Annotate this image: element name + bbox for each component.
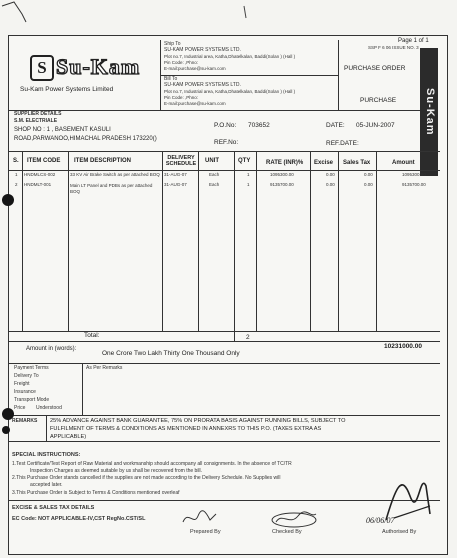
row1-qty: 1 [247, 172, 250, 177]
remarks-divider [46, 415, 47, 441]
insurance-label: Insurance [14, 389, 36, 395]
bill-to-pin: Pin Code: ,Phno: [164, 95, 199, 100]
bill-to-label: Bill To [164, 76, 178, 82]
date-label: DATE: [326, 122, 345, 129]
terms-divider [82, 363, 83, 415]
corner-mark [0, 0, 457, 40]
ship-to-name: SU-KAM POWER SYSTEMS LTD. [164, 47, 241, 53]
po-date: 05-JUN-2007 [356, 122, 395, 129]
payment-terms-label: Payment Terms [14, 365, 49, 371]
purchase-title: PURCHASE [360, 97, 397, 104]
company-logo [30, 55, 142, 81]
instruction-3: 3.This Purchase Order is Subject to Terms & Conditions mentioned overleaf [12, 490, 180, 496]
sign-date: 06/06/07 [366, 516, 395, 525]
po-number-label: P.O.No: [214, 122, 237, 129]
row2-item-code: HNDMLT-001 [24, 182, 52, 187]
prepared-by-label: Prepared By [190, 529, 221, 535]
punch-hole [2, 426, 10, 434]
po-number: 703652 [248, 122, 270, 129]
side-brand: Su-Kam [424, 88, 436, 136]
supplier-name: S.M. ELECTRIALE [14, 118, 58, 124]
price-label: Price [14, 405, 26, 411]
ec-code-label: EC Code: [12, 516, 37, 522]
freight-label: Freight [14, 381, 30, 387]
supplier-address-2: ROAD,PARWANOO,HIMACHAL PRADESH 173220() [14, 136, 157, 142]
row2-rate: 9135700.00 [270, 182, 294, 187]
remarks-line-3: APPLICABLE) [50, 434, 87, 440]
bill-to-name: SU-KAM POWER SYSTEMS LTD. [164, 82, 241, 88]
amount-words-label: Amount in (words): [26, 346, 77, 352]
row1-description: 33 KV Air Brake Switch as per attached BOQ [70, 172, 160, 177]
row2-qty: 1 [247, 182, 250, 187]
row1-sno: 1 [15, 172, 18, 177]
ship-to-pin: Pin Code: ,Phno: [164, 60, 199, 65]
ref-date-label: REF.DATE: [326, 140, 359, 147]
remarks-label: REMARKS [12, 418, 38, 424]
payment-terms-value: As Per Remarks [86, 365, 123, 371]
supplier-address: SHOP NO : 1 , BASEMENT KASULI [14, 127, 111, 133]
punch-hole [2, 194, 14, 206]
col-sno: S. [13, 158, 19, 164]
total-amount: 10231000.00 [384, 343, 422, 350]
col-description: ITEM DESCRIPTION [74, 158, 132, 164]
checked-by-label: Checked By [272, 529, 302, 535]
col-delivery-schedule: DELIVERY SCHEDULE [165, 155, 197, 167]
row1-amount: 1095300.00 [402, 172, 426, 177]
page-label: Page 1 of 1 [398, 38, 429, 44]
table-column-line [234, 151, 235, 341]
row2-sales-tax: 0.00 [364, 182, 373, 187]
col-rate: RATE (INR)% [266, 160, 304, 166]
section-divider [8, 441, 440, 442]
row1-sales-tax: 0.00 [364, 172, 373, 177]
table-column-line [310, 151, 311, 331]
col-amount: Amount [392, 160, 415, 166]
checked-signature [268, 508, 324, 530]
table-column-line [376, 151, 377, 331]
total-label: Total: [84, 332, 100, 339]
row2-sno: 2 [15, 182, 18, 187]
special-instructions-label: SPECIAL INSTRUCTIONS: [12, 452, 81, 458]
row1-excise: 0.00 [326, 172, 335, 177]
ref-no-label: REF.No: [214, 139, 239, 146]
row1-rate: 1095300.00 [270, 172, 294, 177]
table-column-line [338, 151, 339, 331]
table-border [8, 331, 440, 332]
table-border [8, 341, 440, 342]
row1-unit: Each [209, 172, 220, 177]
understood-label: Understood [36, 405, 62, 411]
total-qty: 2 [246, 334, 250, 341]
prepared-signature [180, 508, 220, 528]
tax-details-label: EXCISE & SALES TAX DETAILS [12, 505, 95, 511]
logo-wordmark: Su-Kam [56, 54, 141, 79]
table-column-line [68, 151, 69, 331]
bill-to-email: E-mail:purchase@su-kam.com [164, 101, 226, 106]
instruction-2: 2.This Purchase Order stands cancelled if the supplies are not made according to the Delivery Schedule. No Supplies will [12, 475, 281, 481]
ship-to-address: Plot no.7, Industrial area, Katha,Dhatelkalan, Baddi(Solan ) (Hall ) [164, 54, 296, 59]
section-divider [8, 415, 440, 416]
col-qty: QTY [238, 158, 251, 164]
doc-ref: SSP F 6 06 ISSUE NO. 3 [368, 45, 419, 50]
ship-to-label: Ship To [164, 41, 181, 47]
header-divider [338, 40, 339, 110]
row2-amount: 9135700.00 [402, 182, 426, 187]
table-column-line [22, 151, 23, 331]
bill-to-address: Plot no.7, Industrial area, Katha,Dhatelkalan, Baddi(Solan ) (Hall ) [164, 89, 296, 94]
header-divider [160, 75, 338, 76]
ec-code-value: NOT APPLICABLE-IV,CST RegNo.CST/SL [38, 516, 146, 522]
logo-mark: S [30, 55, 54, 81]
row2-excise: 0.00 [326, 182, 335, 187]
transport-mode-label: Transport Mode [14, 397, 50, 403]
row1-delivery: 31-AUG-07 [164, 172, 187, 177]
row1-item-code: HNDMLCS-002 [24, 172, 56, 177]
row2-delivery: 31-AUG-07 [164, 182, 187, 187]
delivery-to-label: Delivery To [14, 373, 39, 379]
remarks-line-1: 25% ADVANCE AGAINST BANK GUARANTEE, 75% ON PRORATA BASIS AGAINST RUNNING BILLS, SUBJECT TO [50, 418, 346, 424]
instruction-1b: Inspection Charges as deemed suitable by us shall be recovered from the bill. [30, 468, 203, 474]
punch-hole [2, 408, 14, 420]
row2-description: Main LT Panel and PDBs as per attached BOQ [70, 183, 153, 194]
instruction-1: 1.Test Certificate/Test Report of Raw Material and workmanship should accompany all consignments. In the absence of TC/TR [12, 461, 292, 467]
col-excise: Excise [314, 160, 334, 166]
amount-words: One Crore Two Lakh Thirty One Thousand Only [102, 350, 240, 357]
table-column-line [198, 151, 199, 331]
section-divider [8, 363, 440, 364]
table-column-line [256, 151, 257, 331]
header-divider [8, 110, 420, 111]
table-column-line [162, 151, 163, 331]
purchase-order-title: PURCHASE ORDER [344, 65, 406, 72]
section-divider [8, 500, 440, 501]
row2-unit: Each [209, 182, 220, 187]
instruction-2b: accepted later. [30, 482, 63, 488]
remarks-line-2: FULFILMENT OF TERMS & CONDITIONS AS MENTIONED IN ANNEXRS TO THIS P.O. (TAXES EXTRA AS [50, 426, 322, 432]
col-unit: UNIT [205, 158, 219, 164]
ship-to-email: E-mail:purchase@su-kam.com [164, 66, 226, 71]
col-item-code: ITEM CODE [27, 158, 61, 164]
authorised-by-label: Authorised By [382, 529, 417, 535]
company-name: Su-Kam Power Systems Limited [20, 86, 114, 93]
supplier-label: SUPPLIER DETAILS [14, 111, 62, 117]
col-sales-tax: Sales Tax [343, 160, 371, 166]
